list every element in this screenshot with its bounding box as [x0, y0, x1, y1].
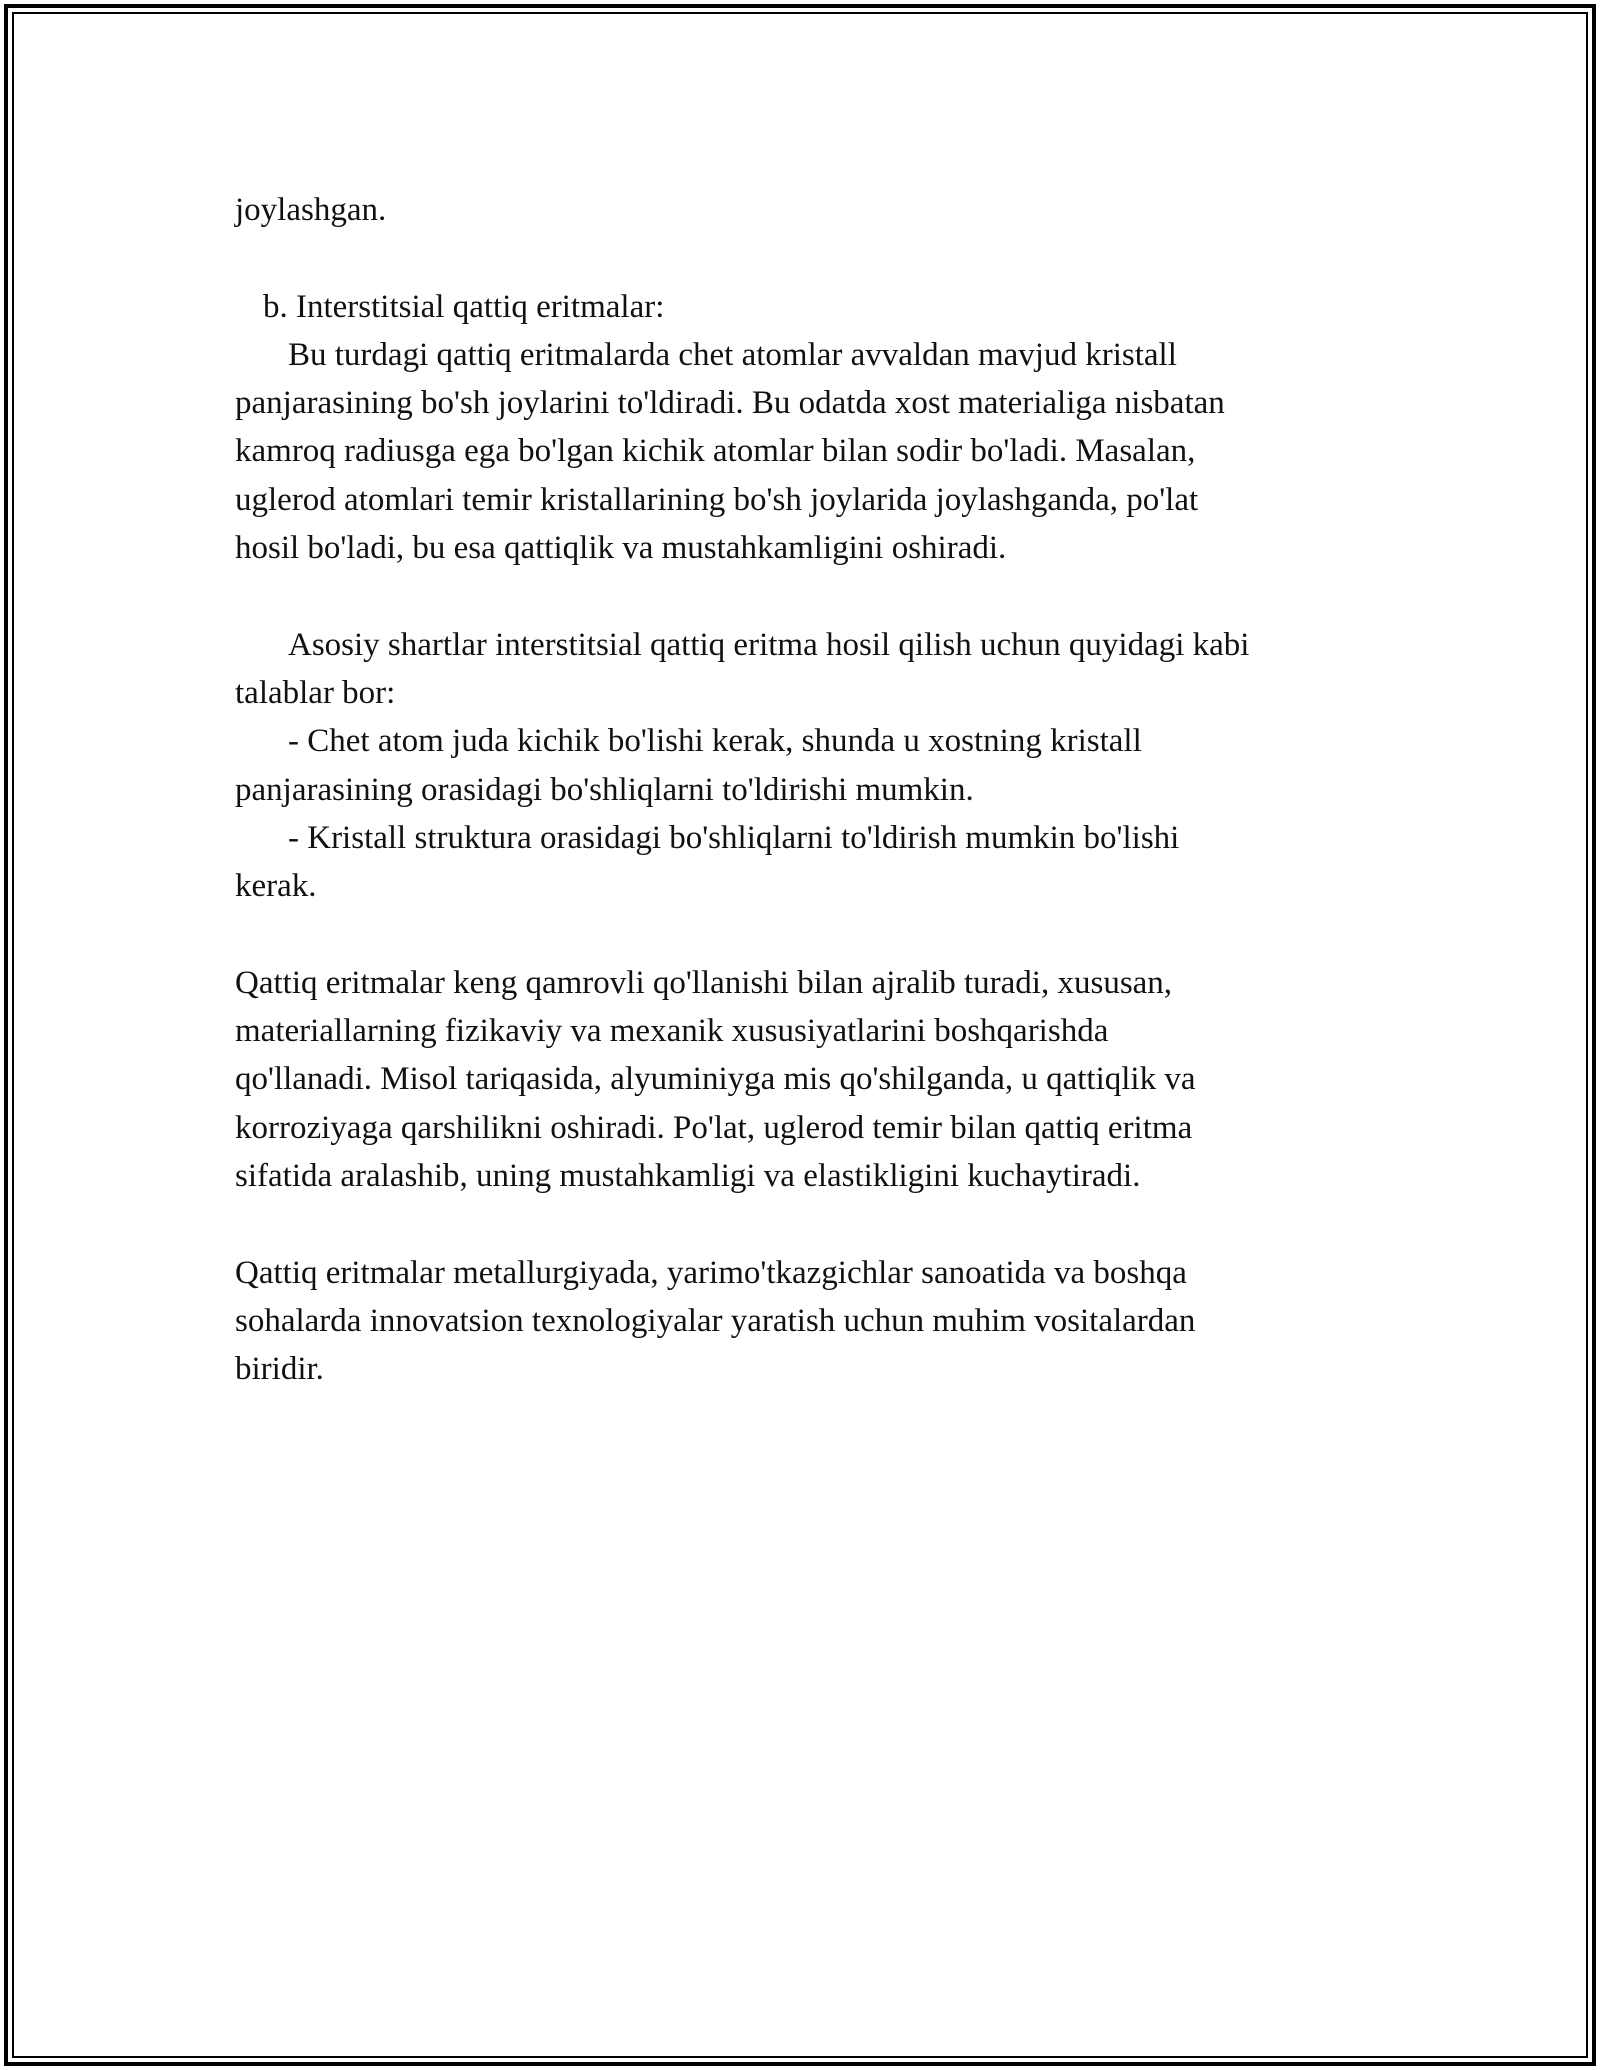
paragraph3-line: korroziyaga qarshilikni oshiradi. Po'lat, uglerod temir bilan qattiq eritma	[235, 1109, 1193, 1146]
paragraph3-line: sifatida aralashib, uning mustahkamligi va elastikligini kuchaytiradi.	[235, 1157, 1141, 1194]
paragraph4-line: sohalarda innovatsion texnologiyalar yaratish uchun muhim vositalardan	[235, 1302, 1196, 1339]
blank-line	[235, 234, 1375, 282]
paragraph1-line: panjarasining bo'sh joylarini to'ldiradi. Bu odatda xost materialiga nisbatan	[235, 385, 1225, 422]
paragraph2-line: talablar bor:	[235, 674, 396, 711]
paragraph3-line: materiallarning fizikaviy va mexanik xususiyatlarini boshqarishda	[235, 1013, 1109, 1050]
bullet1-line: panjarasining orasidagi bo'shliqlarni to'ldirishi mumkin.	[235, 771, 974, 808]
paragraph1-line: kamroq radiusga ega bo'lgan kichik atomlar bilan sodir bo'ladi. Masalan,	[235, 433, 1196, 470]
document-body	[235, 186, 1375, 1393]
paragraph4-line: Qattiq eritmalar metallurgiyada, yarimo'tkazgichlar sanoatida va boshqa	[235, 1254, 1187, 1291]
paragraph3-line: qo'llanadi. Misol tariqasida, alyuminiyga mis qo'shilganda, u qattiqlik va	[235, 1061, 1196, 1098]
paragraph1-line: uglerod atomlari temir kristallarining bo'sh joylarida joylashganda, po'lat	[235, 481, 1199, 518]
blank-line	[235, 572, 1375, 620]
continuation-line: joylashgan.	[235, 192, 387, 228]
blank-line	[235, 1200, 1375, 1248]
bullet2-line: - Kristall struktura orasidagi bo'shliqlarni to'ldirish mumkin bo'lishi	[288, 819, 1180, 856]
paragraph1-line: hosil bo'ladi, bu esa qattiqlik va mustahkamligini oshiradi.	[235, 530, 1007, 567]
paragraph3-line: Qattiq eritmalar keng qamrovli qo'llanishi bilan ajralib turadi, xususan,	[235, 964, 1173, 1001]
bullet2-line: kerak.	[235, 868, 317, 905]
blank-line	[235, 910, 1375, 958]
bullet1-line: - Chet atom juda kichik bo'lishi kerak, shunda u xostning kristall	[288, 723, 1142, 760]
paragraph4-line: biridir.	[235, 1351, 324, 1388]
paragraph1-line: Bu turdagi qattiq eritmalarda chet atomlar avvaldan mavjud kristall	[288, 336, 1177, 373]
subheading: b. Interstitsial qattiq eritmalar:	[263, 288, 665, 325]
paragraph2-line: Asosiy shartlar interstitsial qattiq eritma hosil qilish uchun quyidagi kabi	[288, 626, 1250, 663]
